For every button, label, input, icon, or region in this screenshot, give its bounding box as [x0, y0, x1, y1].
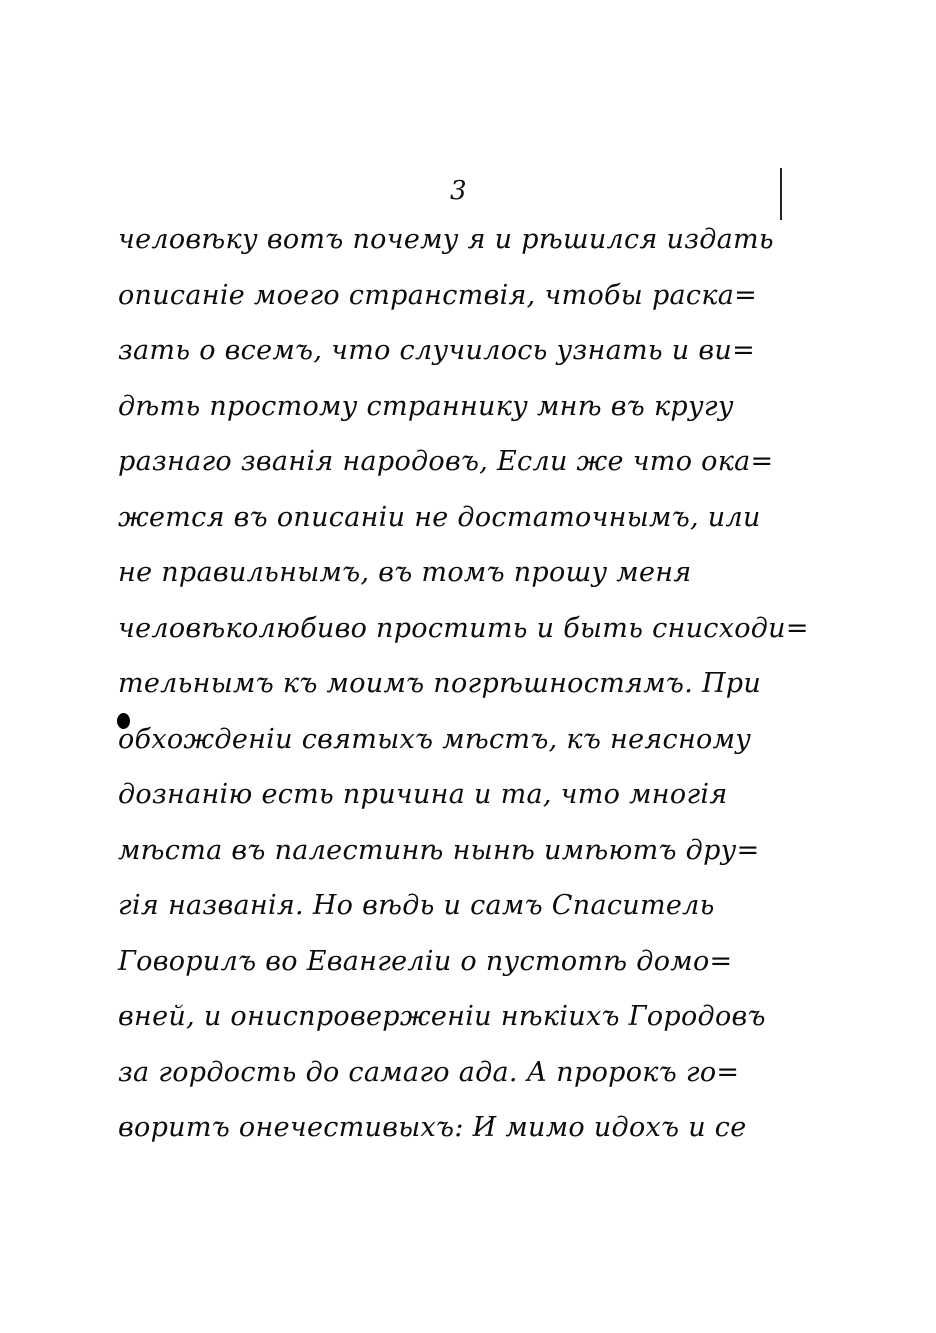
- text-line: дѣть простому страннику мнѣ въ кругу: [118, 390, 734, 422]
- text-line: за гордость до самаго ада. А пророкъ го=: [118, 1056, 740, 1088]
- text-line: описаніе моего странствія, чтобы раска=: [118, 279, 758, 311]
- text-line: обхожденіи святыхъ мѣстъ, къ неясному: [118, 723, 752, 755]
- text-line: воритъ онечестивыхъ: И мимо идохъ и се: [118, 1112, 747, 1143]
- text-line: мѣста въ палестинѣ нынѣ имѣютъ дру=: [118, 834, 760, 866]
- page-number: 3: [450, 176, 467, 206]
- text-line: жется въ описаніи не достаточнымъ, или: [118, 501, 761, 533]
- text-line: гія названія. Но вѣдь и самъ Спаситель: [118, 890, 715, 921]
- text-line: тельнымъ къ моимъ погрѣшностямъ. При: [118, 668, 762, 699]
- text-line: разнаго званія народовъ, Если же что ока=: [118, 446, 774, 477]
- text-line: человѣколюбиво простить и быть снисходи=: [118, 612, 809, 644]
- text-line: зать о всемъ, что случилось узнать и ви=: [118, 335, 756, 366]
- text-line: дознанію есть причина и та, что многія: [118, 779, 728, 810]
- text-line: не правильнымъ, въ томъ прошу меня: [118, 557, 692, 588]
- text-line: человѣку вотъ почему я и рѣшился издать: [118, 224, 774, 255]
- handwritten-text-block: [118, 212, 838, 1156]
- text-line: вней, и ониспроверженіи нѣкіихъ Городовъ: [118, 1001, 766, 1032]
- text-line: Говорилъ во Евангеліи о пустотѣ домо=: [118, 945, 733, 977]
